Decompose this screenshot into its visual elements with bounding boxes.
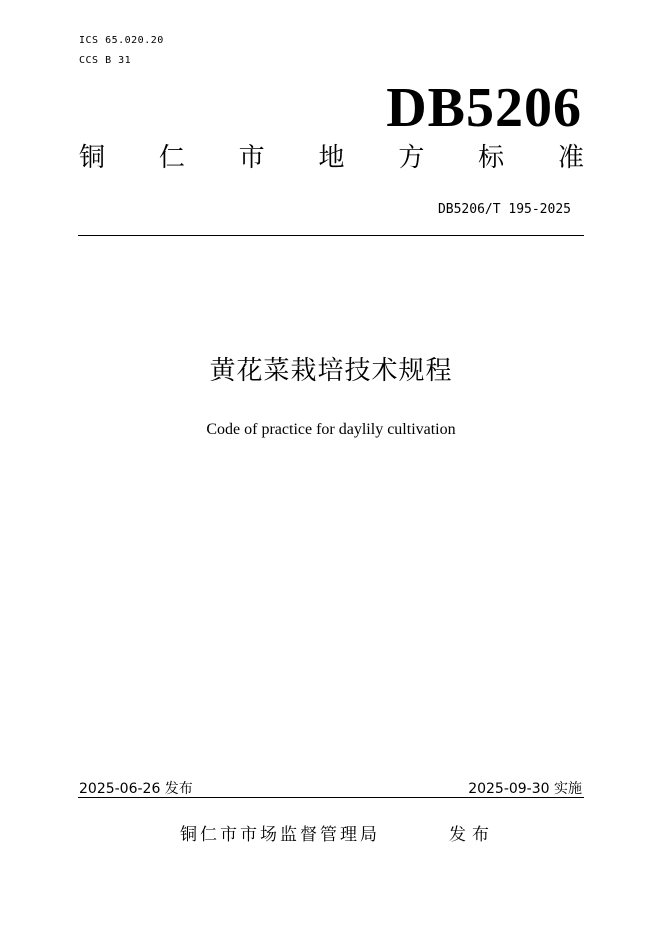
document-title-english: Code of practice for daylily cultivation [206, 421, 456, 438]
footer-divider [78, 797, 584, 798]
standard-type-char: 准 [557, 143, 584, 173]
standard-type-name [79, 142, 584, 174]
standard-type-char: 地 [318, 143, 345, 173]
standard-number: DB5206/T 195-2025 [437, 202, 571, 217]
issue-label: 发布 [449, 825, 495, 845]
ics-code: ICS 65.020.20 [79, 35, 164, 46]
ccs-code: CCS B 31 [79, 55, 132, 66]
standard-code-heading: DB5206 [386, 77, 582, 139]
standard-type-char: 仁 [158, 143, 185, 173]
issuing-authority: 铜仁市市场监督管理局 [180, 825, 380, 845]
standard-type-char: 标 [478, 143, 505, 173]
publish-date: 2025-06-26 发布 [79, 781, 193, 797]
document-title-chinese: 黄花菜栽培技术规程 [209, 356, 453, 386]
header-divider [78, 235, 584, 236]
standard-type-char: 市 [238, 143, 265, 173]
implement-date: 2025-09-30 实施 [468, 781, 582, 797]
standard-type-char: 方 [398, 143, 425, 173]
standard-type-char: 铜 [79, 143, 106, 173]
